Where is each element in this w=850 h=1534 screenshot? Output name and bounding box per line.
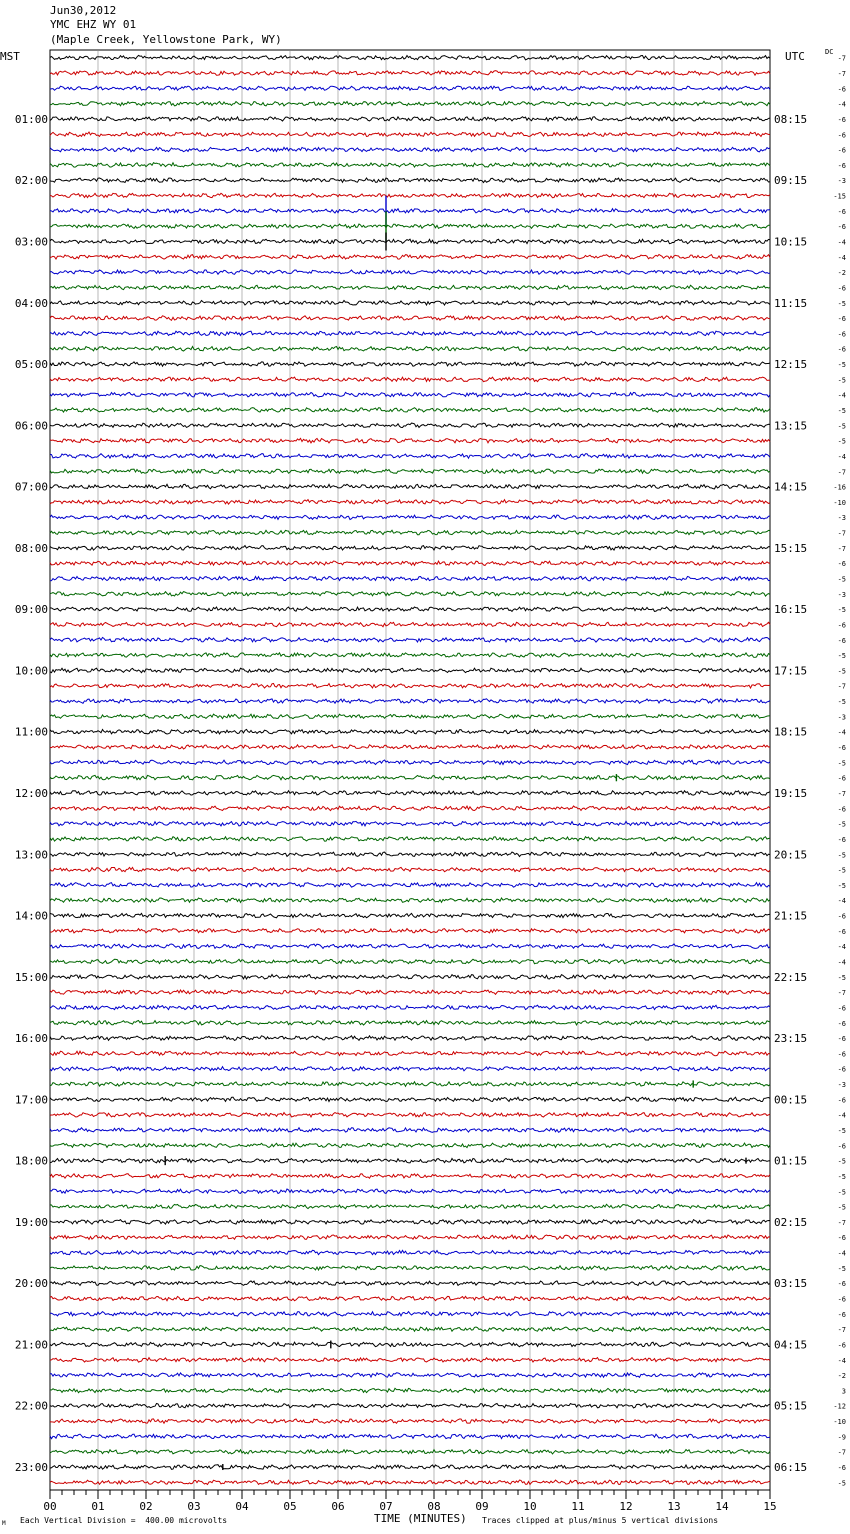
x-tick-label: 02 (139, 1500, 153, 1513)
seismic-trace (50, 530, 770, 534)
dc-offset-value: -5 (837, 299, 846, 308)
dc-offset-value: -7 (837, 1218, 846, 1227)
seismic-trace (50, 1296, 770, 1300)
seismic-trace (50, 668, 770, 673)
dc-offset-value: -4 (837, 1249, 846, 1258)
seismic-trace (50, 270, 770, 274)
dc-offset-value: -5 (837, 1157, 846, 1166)
seismic-trace (50, 1051, 770, 1056)
seismic-trace (50, 684, 770, 689)
seismic-trace (50, 224, 770, 229)
seismic-trace (50, 576, 770, 580)
dc-offset-value: -6 (837, 1096, 846, 1105)
hour-label-left: 07:00 (14, 480, 48, 494)
dc-offset-value: -5 (837, 1127, 846, 1135)
dc-offset-value: -7 (837, 69, 846, 78)
dc-offset-value: -6 (837, 1142, 846, 1151)
hour-label-right: 03:15 (774, 1277, 808, 1291)
hour-label-left: 06:00 (14, 419, 48, 433)
dc-offset-value: -5 (837, 361, 846, 370)
dc-offset-value: -6 (837, 345, 846, 354)
hour-label-right: 04:15 (774, 1338, 808, 1352)
plot-date: Jun30,2012 (50, 4, 117, 17)
seismic-trace (50, 408, 770, 413)
x-tick-label: 04 (235, 1500, 249, 1513)
scale-note: Each Vertical Division = 400.00 microvolts (20, 1516, 228, 1525)
dc-offset-value: -6 (837, 1065, 846, 1074)
dc-offset-value: -6 (837, 1280, 846, 1289)
dc-offset-value: -5 (837, 820, 846, 829)
seismic-trace (50, 301, 770, 306)
x-tick-label: 06 (331, 1500, 345, 1513)
seismic-trace (50, 913, 770, 918)
seismic-trace (50, 1067, 770, 1071)
seismic-trace (50, 821, 770, 826)
dc-offset-value: -6 (837, 636, 846, 645)
seismic-trace (50, 1174, 770, 1179)
x-tick-label: 12 (619, 1500, 633, 1513)
dc-offset-header: DC (825, 48, 834, 56)
dc-offset-value: -6 (837, 146, 846, 155)
seismic-trace (50, 638, 770, 643)
seismic-trace (50, 71, 770, 76)
dc-offset-value: -5 (837, 1264, 846, 1273)
seismic-trace (50, 806, 770, 811)
seismic-trace (50, 515, 770, 519)
x-tick-label: 03 (187, 1500, 201, 1513)
x-tick-label: 09 (475, 1500, 489, 1513)
seismic-trace (50, 944, 770, 949)
dc-offset-value: -4 (837, 1356, 846, 1365)
seismic-trace (50, 607, 770, 611)
seismic-trace (50, 546, 770, 551)
seismic-trace (50, 1036, 770, 1041)
dc-offset-value: -6 (837, 835, 846, 844)
x-tick-label: 07 (379, 1500, 393, 1513)
seismic-trace (50, 1189, 770, 1194)
dc-offset-value: -6 (837, 85, 846, 94)
seismic-trace (50, 1204, 770, 1209)
seismic-trace (50, 347, 770, 352)
x-tick-label: 11 (571, 1500, 585, 1513)
dc-offset-value: -5 (837, 422, 846, 431)
dc-offset-value: -5 (837, 851, 846, 860)
left-timezone-label: MST (0, 50, 20, 63)
dc-offset-value: -6 (837, 621, 846, 630)
seismic-trace (50, 1266, 770, 1271)
dc-offset-value: -7 (837, 529, 846, 538)
plot-frame (50, 50, 770, 1490)
seismic-trace (50, 852, 770, 857)
seismic-trace (50, 1327, 770, 1332)
dc-offset-value: -5 (837, 376, 846, 385)
seismic-trace (50, 867, 770, 872)
seismic-trace (50, 1128, 770, 1133)
dc-offset-value: -7 (837, 989, 846, 998)
seismic-trace (50, 86, 770, 90)
station-location: (Maple Creek, Yellowstone Park, WY) (50, 33, 282, 46)
seismic-trace (50, 255, 770, 260)
seismic-trace (50, 147, 770, 152)
seismic-trace (50, 1250, 770, 1254)
dc-offset-value: -10 (833, 498, 846, 507)
dc-offset-value: -2 (837, 1372, 846, 1381)
seismic-trace (50, 438, 770, 443)
seismic-trace (50, 561, 770, 566)
seismic-trace (50, 837, 770, 842)
hour-label-right: 10:15 (774, 235, 808, 249)
dc-offset-value: -6 (837, 223, 846, 232)
dc-offset-value: -4 (837, 452, 846, 461)
seismic-trace (50, 1373, 770, 1378)
dc-offset-value: -6 (837, 115, 846, 124)
x-tick-label: 00 (43, 1500, 57, 1513)
hour-label-left: 01:00 (14, 112, 48, 126)
seismic-trace (50, 1082, 770, 1087)
dc-offset-value: -6 (837, 1234, 846, 1243)
dc-offset-value: -6 (837, 1295, 846, 1304)
hour-label-right: 21:15 (774, 909, 808, 923)
dc-offset-value: -5 (837, 652, 846, 661)
seismic-trace (50, 592, 770, 597)
footer-marker: M (2, 1520, 6, 1527)
seismic-trace (50, 1005, 770, 1009)
seismic-trace (50, 1235, 770, 1239)
dc-offset-value: -7 (837, 1326, 846, 1335)
hour-label-left: 17:00 (14, 1093, 48, 1107)
seismic-trace (50, 791, 770, 796)
dc-offset-value: -2 (837, 269, 846, 278)
dc-offset-value: -5 (837, 1203, 846, 1212)
hour-label-right: 23:15 (774, 1032, 808, 1046)
dc-offset-value: -4 (837, 253, 846, 262)
dc-offset-value: -3 (837, 713, 846, 722)
dc-offset-value: -3 (837, 514, 846, 523)
dc-offset-value: -6 (837, 560, 846, 569)
seismic-trace (50, 1021, 770, 1026)
seismic-trace (50, 975, 770, 980)
dc-offset-value: -5 (837, 606, 846, 615)
dc-offset-value: -7 (837, 682, 846, 691)
dc-offset-value: -6 (837, 284, 846, 293)
x-tick-label: 10 (523, 1500, 537, 1513)
dc-offset-value: -5 (837, 667, 846, 676)
dc-offset-value: -6 (837, 131, 846, 140)
seismic-trace (50, 959, 770, 964)
seismic-trace (50, 316, 770, 321)
dc-offset-value: -5 (837, 575, 846, 584)
seismic-trace (50, 362, 770, 367)
seismic-trace (50, 423, 770, 427)
seismic-trace (50, 1450, 770, 1454)
seismic-trace (50, 392, 770, 397)
seismic-trace (50, 454, 770, 459)
seismic-trace (50, 500, 770, 505)
seismic-trace (50, 1312, 770, 1317)
dc-offset-value: -7 (837, 544, 846, 553)
hour-label-left: 05:00 (14, 358, 48, 372)
dc-offset-value: -4 (837, 728, 846, 737)
seismic-trace (50, 1281, 770, 1286)
dc-offset-value: -5 (837, 881, 846, 890)
hour-label-left: 02:00 (14, 174, 48, 188)
x-tick-label: 13 (667, 1500, 681, 1513)
dc-offset-value: -6 (837, 1341, 846, 1350)
hour-label-right: 15:15 (774, 541, 808, 555)
dc-offset-value: -10 (833, 1418, 846, 1427)
dc-offset-value: -6 (837, 912, 846, 921)
seismic-trace (50, 285, 770, 289)
seismic-trace (50, 1388, 770, 1393)
seismic-trace (50, 101, 770, 106)
seismic-trace (50, 1113, 770, 1118)
dc-offset-value: -15 (833, 192, 846, 201)
seismic-trace (50, 1358, 770, 1363)
hour-label-left: 22:00 (14, 1399, 48, 1413)
dc-offset-value: -6 (837, 774, 846, 783)
x-tick-label: 01 (91, 1500, 105, 1513)
hour-label-left: 10:00 (14, 664, 48, 678)
dc-offset-value: -5 (837, 698, 846, 707)
dc-offset-value: -7 (837, 1448, 846, 1457)
seismic-trace (50, 1143, 770, 1148)
dc-offset-value: 3 (841, 1387, 846, 1396)
dc-offset-value: -5 (837, 437, 846, 446)
hour-label-right: 09:15 (774, 174, 808, 188)
seismic-trace (50, 745, 770, 749)
hour-label-left: 15:00 (14, 970, 48, 984)
seismic-trace (50, 1434, 770, 1438)
hour-label-right: 18:15 (774, 725, 808, 739)
dc-offset-value: -6 (837, 1050, 846, 1059)
seismic-trace (50, 1097, 770, 1101)
hour-label-left: 03:00 (14, 235, 48, 249)
hour-label-left: 14:00 (14, 909, 48, 923)
dc-offset-value: -6 (837, 1464, 846, 1473)
x-tick-label: 05 (283, 1500, 297, 1513)
hour-label-right: 00:15 (774, 1093, 808, 1107)
dc-offset-value: -16 (833, 483, 846, 492)
dc-offset-value: -4 (837, 391, 846, 400)
hour-label-right: 12:15 (774, 358, 808, 372)
dc-offset-value: -3 (837, 590, 846, 599)
dc-offset-value: -3 (837, 1081, 846, 1090)
dc-offset-value: -6 (837, 744, 846, 753)
seismic-trace (50, 55, 770, 60)
seismic-trace (50, 163, 770, 167)
seismic-trace (50, 1342, 770, 1347)
hour-label-right: 14:15 (774, 480, 808, 494)
dc-offset-value: -6 (837, 805, 846, 814)
seismic-trace (50, 898, 770, 902)
hour-label-right: 13:15 (774, 419, 808, 433)
hour-label-right: 08:15 (774, 112, 808, 126)
dc-offset-value: -4 (837, 1111, 846, 1120)
hour-label-left: 11:00 (14, 725, 48, 739)
hour-label-left: 09:00 (14, 603, 48, 617)
seismic-trace (50, 1404, 770, 1408)
dc-offset-value: -7 (837, 789, 846, 798)
dc-offset-value: -4 (837, 958, 846, 967)
seismic-trace (50, 622, 770, 626)
dc-offset-value: -6 (837, 330, 846, 339)
seismic-trace (50, 714, 770, 719)
seismic-trace (50, 1480, 770, 1484)
dc-offset-value: -4 (837, 897, 846, 906)
seismic-trace (50, 760, 770, 765)
dc-offset-value: -5 (837, 407, 846, 415)
seismic-trace (50, 929, 770, 934)
x-axis-label: TIME (MINUTES) (374, 1512, 467, 1525)
seismic-trace (50, 1220, 770, 1225)
dc-offset-value: -7 (837, 54, 846, 63)
dc-offset-value: -6 (837, 1035, 846, 1044)
seismic-trace (50, 377, 770, 382)
seismic-trace (50, 653, 770, 658)
dc-offset-value: -5 (837, 759, 846, 768)
seismic-trace (50, 178, 770, 183)
dc-offset-value: -6 (837, 1004, 846, 1013)
dc-offset-value: -5 (837, 973, 846, 982)
hour-label-left: 04:00 (14, 296, 48, 310)
dc-offset-value: -6 (837, 207, 846, 216)
seismic-trace (50, 1419, 770, 1423)
hour-label-left: 19:00 (14, 1215, 48, 1229)
hour-label-right: 11:15 (774, 296, 808, 310)
seismic-trace (50, 1159, 770, 1163)
seismic-trace (50, 775, 770, 779)
seismic-trace (50, 883, 770, 887)
hour-label-left: 18:00 (14, 1154, 48, 1168)
dc-offset-value: -5 (837, 1479, 846, 1488)
hour-label-right: 05:15 (774, 1399, 808, 1413)
hour-label-right: 22:15 (774, 970, 808, 984)
hour-label-left: 20:00 (14, 1277, 48, 1291)
hour-label-left: 13:00 (14, 848, 48, 862)
hour-label-right: 17:15 (774, 664, 808, 678)
hour-label-left: 16:00 (14, 1032, 48, 1046)
dc-offset-value: -6 (837, 161, 846, 170)
seismic-trace (50, 239, 770, 244)
seismic-trace (50, 132, 770, 136)
dc-offset-value: -4 (837, 943, 846, 952)
seismic-trace (50, 209, 770, 213)
hour-label-left: 12:00 (14, 786, 48, 800)
hour-label-right: 20:15 (774, 848, 808, 862)
dc-offset-value: -6 (837, 1310, 846, 1319)
seismic-trace (50, 990, 770, 994)
x-tick-label: 08 (427, 1500, 441, 1513)
dc-offset-value: -5 (837, 866, 846, 875)
seismic-trace (50, 699, 770, 704)
seismic-trace (50, 331, 770, 336)
seismic-trace (50, 1465, 770, 1470)
seismic-trace (50, 117, 770, 122)
seismic-trace (50, 193, 770, 197)
hour-label-right: 06:15 (774, 1461, 808, 1475)
dc-offset-value: -5 (837, 1188, 846, 1197)
right-timezone-label: UTC (785, 50, 805, 63)
hour-label-right: 02:15 (774, 1215, 808, 1229)
dc-offset-value: -6 (837, 315, 846, 324)
x-tick-label: 15 (763, 1500, 777, 1513)
hour-label-right: 16:15 (774, 603, 808, 617)
dc-offset-value: -12 (833, 1402, 846, 1411)
clip-note: Traces clipped at plus/minus 5 vertical divisions (482, 1516, 719, 1525)
x-tick-label: 14 (715, 1500, 729, 1513)
dc-offset-value: -9 (837, 1433, 846, 1442)
hour-label-left: 23:00 (14, 1461, 48, 1475)
dc-offset-value: -4 (837, 100, 846, 109)
dc-offset-value: -3 (837, 177, 846, 186)
hour-label-right: 19:15 (774, 786, 808, 800)
station-code: YMC EHZ WY 01 (50, 18, 137, 31)
hour-label-right: 01:15 (774, 1154, 808, 1168)
hour-label-left: 08:00 (14, 541, 48, 555)
dc-offset-value: -4 (837, 238, 846, 247)
dc-offset-value: -7 (837, 468, 846, 477)
hour-label-left: 21:00 (14, 1338, 48, 1352)
dc-offset-value: -5 (837, 1172, 846, 1181)
dc-offset-value: -6 (837, 1019, 846, 1028)
seismic-trace (50, 484, 770, 489)
dc-offset-value: -6 (837, 927, 846, 936)
seismic-trace (50, 469, 770, 474)
seismic-trace (50, 729, 770, 734)
